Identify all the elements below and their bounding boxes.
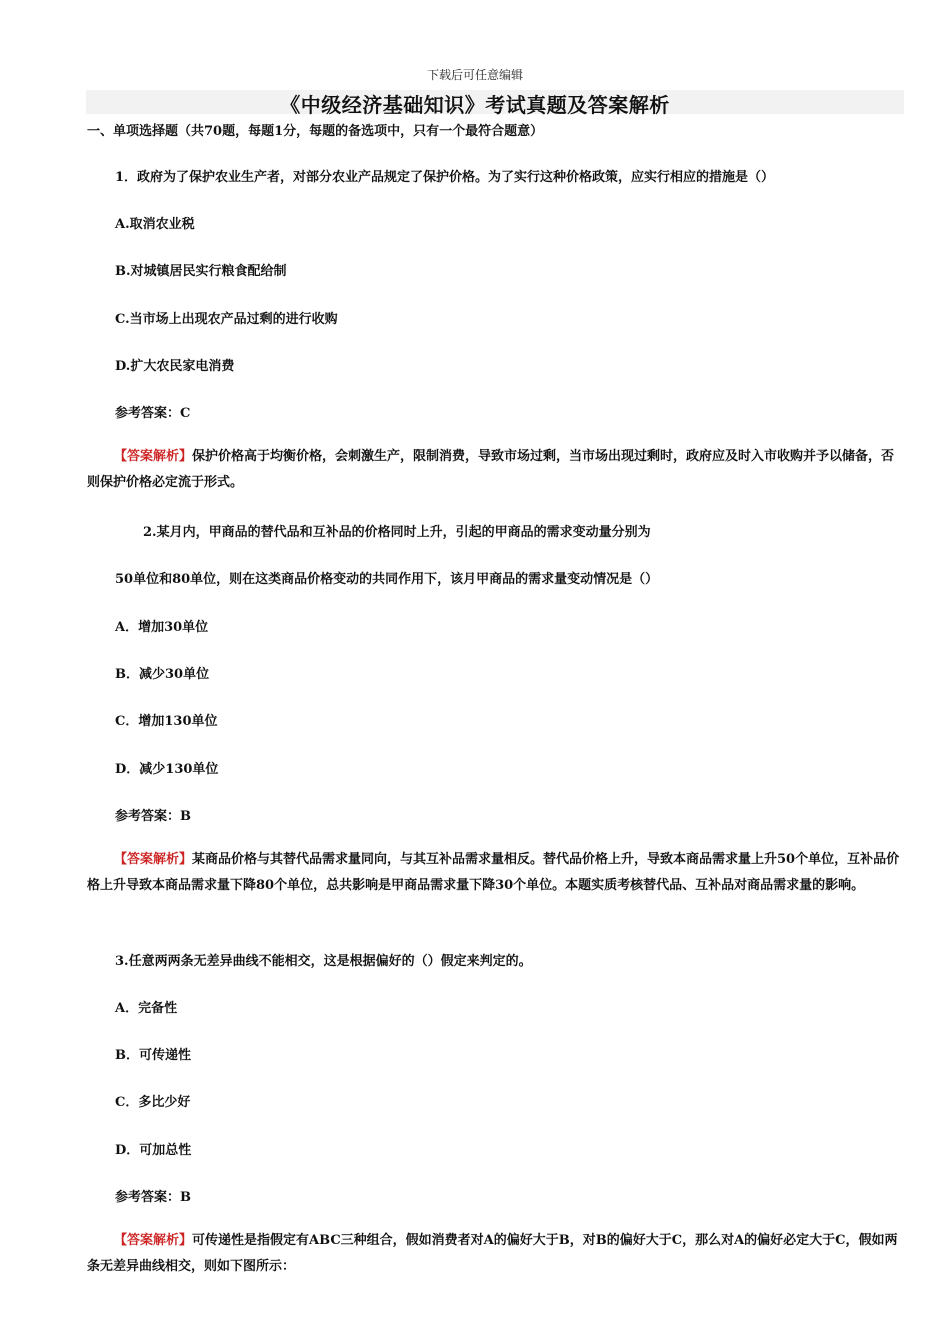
q1-option-a: A.取消农业税: [115, 217, 195, 232]
q2-stem-line2: 50单位和80单位，则在这类商品价格变动的共同作用下，该月甲商品的需求量变动情况是（）: [115, 572, 659, 587]
q2-option-d: D．减少130单位: [115, 762, 219, 777]
q3-analysis-tag: 【答案解析】: [114, 1233, 193, 1248]
q1-analysis-tag: 【答案解析】: [114, 449, 193, 464]
q3-option-a: A．完备性: [115, 1001, 178, 1016]
q2-analysis: [87, 847, 907, 899]
q2-option-a: A．增加30单位: [115, 620, 209, 635]
q2-analysis-tag: 【答案解析】: [114, 852, 193, 867]
q3-option-d: D．可加总性: [115, 1143, 192, 1158]
q1-option-b: B.对城镇居民实行粮食配给制: [115, 264, 287, 279]
q3-option-b: B．可传递性: [115, 1048, 191, 1063]
q3-option-c: C．多比少好: [115, 1095, 191, 1110]
q2-stem-line1: 2.某月内，甲商品的替代品和互补品的价格同时上升，引起的甲商品的需求变动量分别为: [143, 525, 651, 540]
q1-analysis-text: 保护价格高于均衡价格，会刺激生产，限制消费，导致市场过剩，当市场出现过剩时，政府应及时入市收购并予以储备，否则保护价格必定流于形式。: [87, 449, 895, 490]
q3-analysis-text: 可传递性是指假定有ABC三种组合，假如消费者对A的偏好大于B，对B的偏好大于C，那么对A的偏好必定大于C，假如两条无差异曲线相交，则如下图所示：: [87, 1233, 898, 1274]
q1-stem: 1．政府为了保护农业生产者，对部分农业产品规定了保护价格。为了实行这种价格政策，应实行相应的措施是（）: [115, 170, 775, 185]
q2-answer: 参考答案：B: [115, 809, 191, 824]
document-title: 《中级经济基础知识》考试真题及答案解析: [280, 93, 670, 117]
section-heading: 一、单项选择题（共70题，每题1分，每题的备选项中，只有一个最符合题意）: [87, 124, 544, 139]
q1-option-c: C.当市场上出现农产品过剩的进行收购: [115, 312, 338, 327]
q2-analysis-text: 某商品价格与其替代品需求量同向，与其互补品需求量相反。替代品价格上升，导致本商品需求量上升50个单位，互补品价格上升导致本商品需求量下降80个单位，总共影响是甲商品需求量下降30个单位。本题实质考核替代品、互补品对商品需求量的影响。: [87, 852, 900, 893]
q2-option-b: B．减少30单位: [115, 667, 210, 682]
q3-answer: 参考答案：B: [115, 1190, 191, 1205]
q1-analysis: [87, 444, 907, 496]
page-header: 下载后可任意编辑: [426, 68, 523, 82]
q1-answer: 参考答案：C: [115, 406, 191, 421]
q1-option-d: D.扩大农民家电消费: [115, 359, 235, 374]
q2-option-c: C．增加130单位: [115, 714, 218, 729]
q3-analysis: [87, 1228, 907, 1280]
q3-stem: 3.任意两两条无差异曲线不能相交，这是根据偏好的（）假定来判定的。: [115, 954, 532, 969]
